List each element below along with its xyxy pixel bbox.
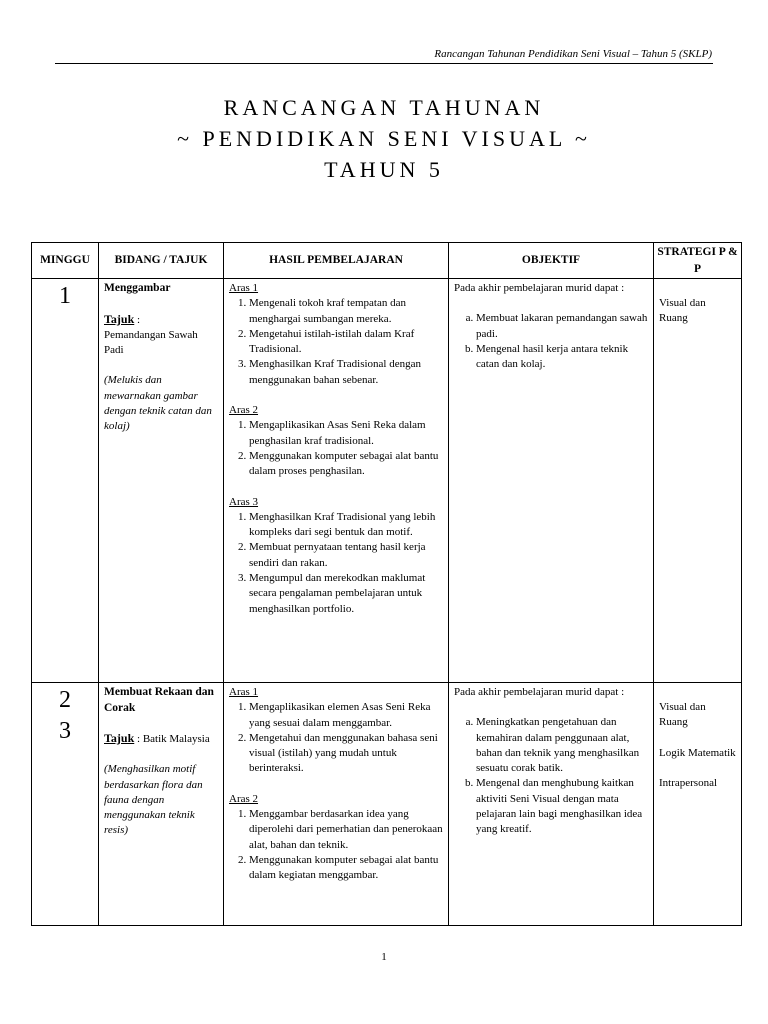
tajuk-line bbox=[104, 731, 218, 747]
list-item: 1. Menghasilkan Kraf Tradisional yang lebih kompleks dari segi bentuk dan motif. bbox=[249, 510, 443, 541]
header-minggu: MINGGU bbox=[32, 243, 99, 279]
list-item: 1. Mengaplikasikan elemen Asas Seni Reka yang sesuai dalam menggambar. bbox=[249, 700, 443, 731]
tajuk-separator: : bbox=[137, 733, 141, 745]
aras-items-list bbox=[229, 700, 443, 776]
spacer bbox=[659, 281, 736, 296]
list-item: a. Meningkatkan pengetahuan dan kemahiran dalam penggunaan alat, bahan dan teknik yang menghasilkan sesuatu corak batik. bbox=[476, 715, 648, 776]
aras-label: Aras 2 bbox=[229, 792, 259, 805]
strategi-cell bbox=[654, 279, 742, 683]
table-body bbox=[32, 279, 742, 926]
list-item: 2. Mengetahui istilah-istilah dalam Kraf Tradisional. bbox=[249, 327, 443, 358]
objektif-list bbox=[454, 715, 648, 837]
page-number: 1 bbox=[381, 951, 387, 963]
spacer bbox=[454, 296, 648, 311]
header-hasil-pembelajaran: HASIL PEMBELAJARAN bbox=[224, 243, 449, 279]
annual-plan-table bbox=[31, 242, 742, 926]
objektif-list bbox=[454, 311, 648, 372]
list-item: 2. Menggunakan komputer sebagai alat bantu dalam kegiatan menggambar. bbox=[249, 853, 443, 884]
bidang-cell bbox=[99, 279, 224, 683]
aras-label: Aras 1 bbox=[229, 282, 259, 294]
spacer bbox=[659, 761, 736, 776]
aras-label: Aras 2 bbox=[229, 404, 259, 417]
aras-items-list bbox=[229, 296, 443, 388]
bidang-cell bbox=[99, 683, 224, 926]
week-number: 1 bbox=[59, 283, 71, 309]
header-rule bbox=[55, 63, 713, 64]
activity-note: (Menghasilkan motif berdasarkan flora dan fauna dengan menggunakan teknik resis) bbox=[104, 763, 203, 837]
running-header: Rancangan Tahunan Pendidikan Seni Visual – Tahun 5 (SKLP) bbox=[434, 48, 712, 60]
list-item: 2. Mengetahui dan menggunakan bahasa seni visual (istilah) yang mudah untuk berinteraksi. bbox=[249, 731, 443, 777]
strategi-item: Intrapersonal bbox=[659, 776, 718, 789]
tajuk-separator: : bbox=[137, 313, 141, 326]
strategi-item: Visual dan Ruang bbox=[659, 297, 706, 325]
header-bidang-tajuk: BIDANG / TAJUK bbox=[99, 243, 224, 279]
spacer bbox=[659, 685, 736, 700]
list-item: 2. Membuat pernyataan tentang hasil kerja sendiri dan rakan. bbox=[249, 540, 443, 571]
list-item: 1. Mengaplikasikan Asas Seni Reka dalam penghasilan kraf tradisional. bbox=[249, 418, 443, 449]
objektif-cell bbox=[449, 279, 654, 683]
tajuk-text: Pemandangan Sawah Padi bbox=[104, 328, 198, 357]
objektif-intro: Pada akhir pembelajaran murid dapat : bbox=[454, 282, 625, 294]
strategi-item: Visual dan Ruang bbox=[659, 701, 706, 729]
title-line-3: TAHUN 5 bbox=[324, 157, 444, 182]
minggu-cell bbox=[32, 279, 99, 683]
list-item: b. Mengenal dan menghubung kaitkan aktiviti Seni Visual dengan mata pelajaran lain bagi menghasilkan idea yang kreatif. bbox=[476, 776, 648, 837]
strategi-item: Logik Matematik bbox=[659, 746, 736, 759]
week-number: 2 bbox=[59, 687, 71, 713]
spacer bbox=[104, 747, 218, 762]
list-item: 2. Menggunakan komputer sebagai alat bantu dalam proses penghasilan. bbox=[249, 449, 443, 480]
spacer bbox=[229, 388, 443, 403]
list-item: 1. Mengenali tokoh kraf tempatan dan menghargai sumbangan mereka. bbox=[249, 296, 443, 327]
aras-label: Aras 1 bbox=[229, 686, 259, 698]
aras-items-list bbox=[229, 510, 443, 617]
table-header-row bbox=[32, 243, 742, 279]
minggu-cell bbox=[32, 683, 99, 926]
bidang-title: Menggambar bbox=[104, 282, 171, 294]
document-title bbox=[0, 92, 768, 185]
spacer bbox=[229, 777, 443, 792]
spacer bbox=[229, 480, 443, 495]
tajuk-line bbox=[104, 312, 218, 328]
header-strategi: STRATEGI P & P bbox=[654, 243, 742, 279]
objektif-intro: Pada akhir pembelajaran murid dapat : bbox=[454, 686, 625, 698]
list-item: 3. Mengumpul dan merekodkan maklumat secara pengalaman pembelajaran untuk menghasilkan portfolio. bbox=[249, 571, 443, 617]
hasil-pembelajaran-cell bbox=[224, 279, 449, 683]
bidang-title: Membuat Rekaan dan Corak bbox=[104, 686, 214, 714]
week-number: 3 bbox=[59, 718, 71, 744]
header-objektif: OBJEKTIF bbox=[449, 243, 654, 279]
list-item: 3. Menghasilkan Kraf Tradisional dengan menggunakan bahan sebenar. bbox=[249, 357, 443, 388]
aras-items-list bbox=[229, 807, 443, 883]
spacer bbox=[104, 297, 218, 312]
spacer bbox=[454, 700, 648, 715]
strategi-cell bbox=[654, 683, 742, 926]
table-row bbox=[32, 279, 742, 683]
objektif-cell bbox=[449, 683, 654, 926]
list-item: a. Membuat lakaran pemandangan sawah padi. bbox=[476, 311, 648, 342]
activity-note: (Melukis dan mewarnakan gambar dengan teknik catan dan kolaj) bbox=[104, 374, 212, 433]
aras-items-list bbox=[229, 418, 443, 479]
tajuk-label: Tajuk bbox=[104, 311, 135, 326]
spacer bbox=[104, 358, 218, 373]
aras-label: Aras 3 bbox=[229, 495, 259, 508]
list-item: b. Mengenal hasil kerja antara teknik catan dan kolaj. bbox=[476, 342, 648, 373]
hasil-pembelajaran-cell bbox=[224, 683, 449, 926]
spacer bbox=[104, 716, 218, 731]
spacer bbox=[659, 731, 736, 746]
title-line-1: RANCANGAN TAHUNAN bbox=[223, 95, 545, 120]
table-row bbox=[32, 683, 742, 926]
tajuk-label: Tajuk bbox=[104, 731, 135, 745]
title-line-2: ~ PENDIDIKAN SENI VISUAL ~ bbox=[177, 126, 591, 151]
list-item: 1. Menggambar berdasarkan idea yang diperolehi dari pemerhatian dan penerokaan alat, bahan dan teknik. bbox=[249, 807, 443, 853]
tajuk-text: Batik Malaysia bbox=[142, 733, 210, 745]
